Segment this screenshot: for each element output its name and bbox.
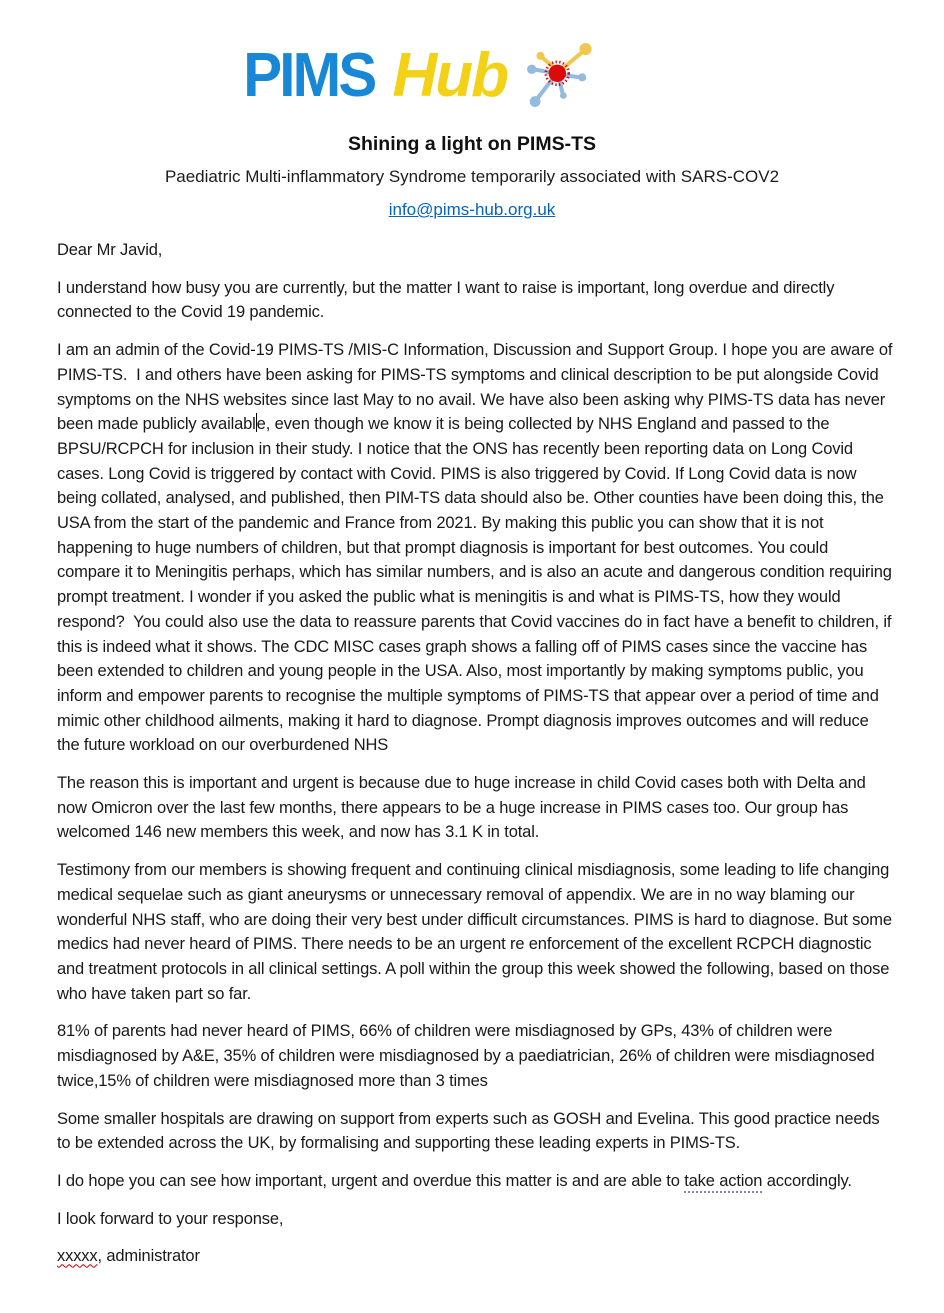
paragraph-poll[interactable]: 81% of parents had never heard of PIMS, 66% of children were misdiagnosed by GPs, 43% of children were misdiagnosed by A&E, 35% of children were misdiagnosed by a paediatrician, 26% of children were misdiagnosed twice,15% of children were misdiagnosed more than 3 times xyxy=(57,1022,879,1090)
signature-role: , administrator xyxy=(97,1247,200,1266)
paragraph-hospitals[interactable]: Some smaller hospitals are drawing on support from experts such as GOSH and Evelina. This good practice needs to be extended across the UK, by formalising and supporting these leading experts in PIMS-TS. xyxy=(57,1109,884,1153)
paragraph-main-text-before-caret: I am an admin of the Covid-19 PIMS-TS /MIS-C Information, Discussion and Support Group. I hope you are aware of PIMS-TS. I and others have been asking for PIMS-TS symptoms and clinical description to be put alongside Covid symptoms on the NHS websites since last May to no avail. We have also been asking why PIMS-TS data has never been made publicly availabl xyxy=(57,341,897,434)
virus-icon xyxy=(525,36,599,116)
signature-name-redacted: xxxxx xyxy=(57,1247,98,1266)
page-title: Shining a light on PIMS-TS xyxy=(347,133,597,155)
paragraph-main-text-after-caret: e, even though we know it is being collected by NHS England and passed to the BPSU/RCPCH for inclusion in their study. I notice that the ONS has recently been reporting data on Long Covid cases. Long Covid is triggered by contact with Covid. PIMS is also triggered by Covid. If Long Covid data is now being collated, analysed, and published, then PIM-TS data should also be. Other counties have been doing this, the USA from the start of the pandemic and France from 2021. By making this public you can show that it is not happening to huge numbers of children, but that prompt diagnosis is important for best outcomes. You could compare it to Meningitis perhaps, which has similar numbers, and is also an acute and dangerous condition requiring prompt treatment. I wonder if you asked the public what is meningitis is and what is PIMS-TS, how they would respond? You could also use the data to reassure parents that Covid vaccines do in fact have a benefit to children, if this is indeed what it shows. The CDC MISC cases graph shows a falling off of PIMS cases since the vaccine has been extended to children and young people in the USA. Also, most importantly by making symptoms public, you inform and empower parents to recognise the multiple symptoms of PIMS-TS that appear over a period of time and mimic other childhood ailments, making it hard to diagnose. Prompt diagnosis improves outcomes and will reduce the future workload on our overburdened NHS xyxy=(57,415,897,755)
paragraph-reason[interactable]: The reason this is important and urgent is because due to huge increase in child Covid cases both with Delta and now Omicron over the last few months, there appears to be a huge increase in PIMS cases too. Our group has welcomed 146 new members this week, and now has 3.1 K in total. xyxy=(57,774,871,842)
style-suggestion-underline: take action xyxy=(684,1172,762,1193)
email-link[interactable]: info@pims-hub.org.uk xyxy=(388,200,556,219)
paragraph-testimony[interactable]: Testimony from our members is showing frequent and continuing clinical misdiagnosis, some leading to life changing medical sequelae such as giant aneurysms or unnecessary removal of appendix. We are in no way blaming our wonderful NHS staff, who are doing their very best under difficult circumstances. PIMS is hard to diagnose. But some medics had never heard of PIMS. There needs to be an urgent re enforcement of the excellent RCPCH diagnostic and treatment protocols in all clinical settings. A poll within the group this week showed the following, based on those who have taken part so far. xyxy=(57,861,897,1003)
letterhead xyxy=(0,0,944,220)
closing-line[interactable]: I look forward to your response, xyxy=(57,1209,284,1228)
salutation[interactable]: Dear Mr Javid, xyxy=(57,241,163,259)
paragraph-hope-text-before: I do hope you can see how important, urgent and overdue this matter is and are able to xyxy=(57,1171,685,1190)
logo-text-pims: PIMS xyxy=(243,41,375,110)
letter-body[interactable] xyxy=(0,220,944,1269)
paragraph-hope[interactable] xyxy=(57,1169,893,1194)
pims-hub-logo xyxy=(239,36,599,116)
paragraph-main[interactable] xyxy=(57,338,897,758)
paragraph-hope-text-after: accordingly. xyxy=(762,1171,852,1190)
paragraph-intro[interactable]: I understand how busy you are currently, but the matter I want to raise is important, long overdue and directly connected to the Covid 19 pandemic. xyxy=(57,278,839,322)
signature-line[interactable] xyxy=(57,1244,893,1269)
email-line xyxy=(0,200,944,220)
logo-text-hub: Hub xyxy=(392,41,508,110)
page-subtitle: Paediatric Multi-inflammatory Syndrome temporarily associated with SARS-COV2 xyxy=(164,167,780,186)
